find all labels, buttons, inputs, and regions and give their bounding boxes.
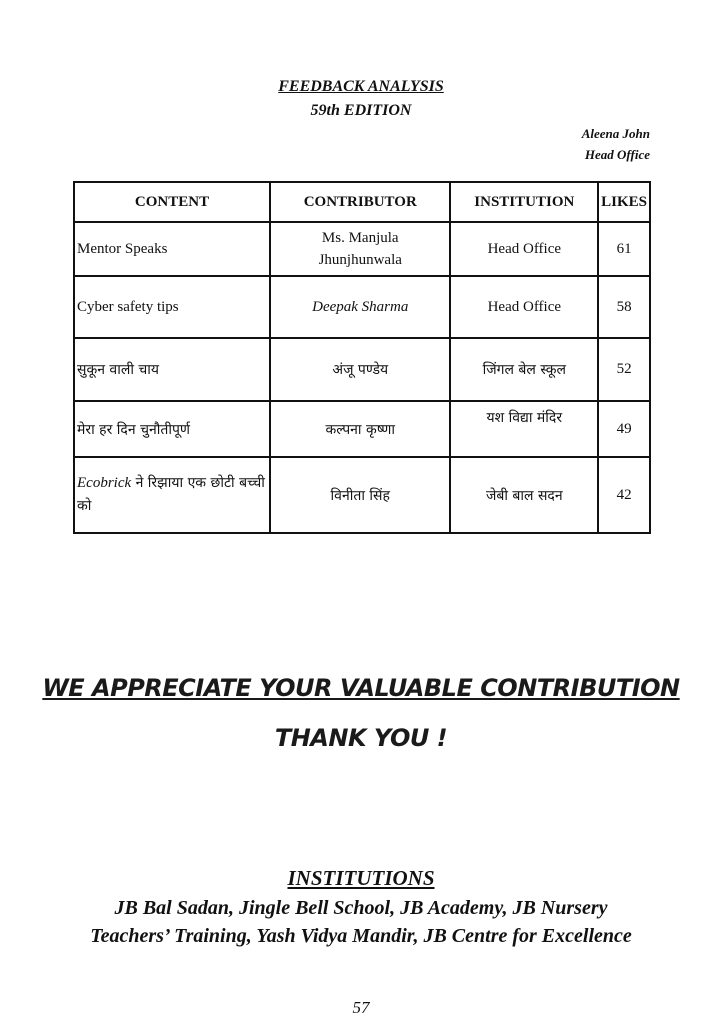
content-cell <box>74 457 270 533</box>
likes-cell: 49 <box>598 401 650 457</box>
table-row <box>74 222 650 276</box>
table-row <box>74 457 650 533</box>
institutions-list <box>0 894 722 950</box>
table-row <box>74 276 650 338</box>
institutions-line: JB Bal Sadan, Jingle Bell School, JB Academy, JB Nursery <box>114 897 608 919</box>
institutions-heading: INSTITUTIONS <box>287 866 435 890</box>
contributor-cell <box>270 222 450 276</box>
table-header-row <box>74 182 650 222</box>
contributor-cell: कल्पना कृष्णा <box>270 401 450 457</box>
institution-cell: Head Office <box>450 222 598 276</box>
edition-label: 59th EDITION <box>310 102 412 119</box>
institution-cell <box>450 401 598 457</box>
contributor-line: Jhunjhunwala <box>318 252 402 268</box>
content-text: ने रिझाया एक छोटी बच्ची को <box>77 475 265 514</box>
thank-you-message: THANK YOU ! <box>274 724 448 752</box>
appreciation-message: WE APPRECIATE YOUR VALUABLE CONTRIBUTION <box>42 674 680 702</box>
content-cell: मेरा हर दिन चुनौतीपूर्ण <box>74 401 270 457</box>
content-italic-word: Ecobrick <box>77 475 132 491</box>
likes-cell: 58 <box>598 276 650 338</box>
content-cell: Cyber safety tips <box>74 276 270 338</box>
institution-cell: जिंगल बेल स्कूल <box>450 338 598 401</box>
column-header-contributor: CONTRIBUTOR <box>270 182 450 222</box>
likes-cell: 42 <box>598 457 650 533</box>
institution-cell: Head Office <box>450 276 598 338</box>
contributor-cell: Deepak Sharma <box>270 276 450 338</box>
contributor-cell: अंजू पण्डेय <box>270 338 450 401</box>
page-number: 57 <box>352 998 370 1017</box>
contributor-line: Ms. Manjula <box>321 230 399 246</box>
likes-cell: 52 <box>598 338 650 401</box>
page-title: FEEDBACK ANALYSIS <box>278 78 444 95</box>
author-office: Head Office <box>584 147 650 162</box>
institutions-line: Teachers’ Training, Yash Vidya Mandir, JB Centre for Excellence <box>90 925 632 947</box>
content-cell: Mentor Speaks <box>74 222 270 276</box>
content-cell: सुकून वाली चाय <box>74 338 270 401</box>
author-name: Aleena John <box>581 126 650 141</box>
institution-text: यश विद्या मंदिर <box>486 409 563 426</box>
column-header-institution: INSTITUTION <box>450 182 598 222</box>
table-row <box>74 338 650 401</box>
column-header-likes: LIKES <box>598 182 650 222</box>
institution-cell: जेबी बाल सदन <box>450 457 598 533</box>
table-row <box>74 401 650 457</box>
likes-cell: 61 <box>598 222 650 276</box>
contributor-cell: विनीता सिंह <box>270 457 450 533</box>
column-header-content: CONTENT <box>74 182 270 222</box>
feedback-table <box>73 181 651 534</box>
